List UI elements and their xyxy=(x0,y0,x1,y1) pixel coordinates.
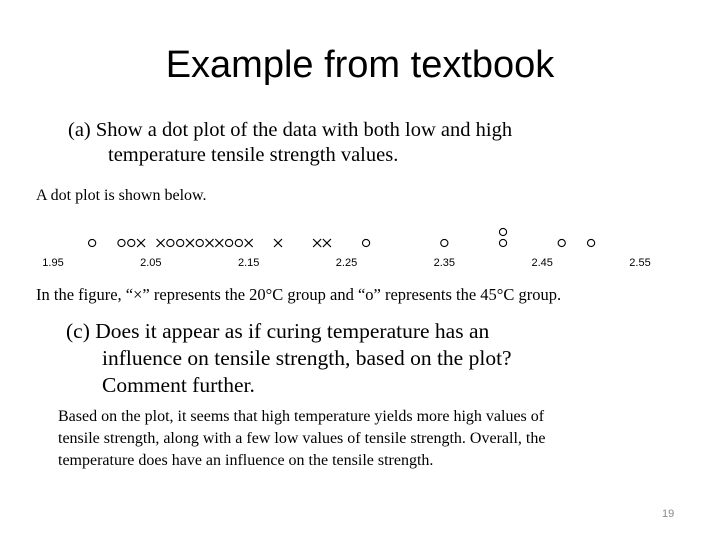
cross-point xyxy=(313,239,321,247)
circle-point xyxy=(128,239,135,246)
circle-point xyxy=(89,239,96,246)
answer-line-3: temperature does have an influence on the tensile strength. xyxy=(58,452,434,469)
answer-line-1: Based on the plot, it seems that high temperature yields more high values of xyxy=(58,408,545,425)
circle-point xyxy=(177,239,184,246)
cross-point xyxy=(245,239,253,247)
dot-plot-marks xyxy=(89,228,595,247)
circle-point xyxy=(362,239,369,246)
circle-point xyxy=(558,239,565,246)
cross-point xyxy=(274,239,282,247)
circle-point xyxy=(167,239,174,246)
tick-label: 2.35 xyxy=(433,257,456,269)
dot-plot xyxy=(0,210,720,272)
page-number: 19 xyxy=(662,508,675,520)
answer-line-2: tensile strength, along with a few low values of tensile strength. Overall, the xyxy=(58,430,546,447)
tick-label: 2.25 xyxy=(335,257,358,269)
circle-point xyxy=(235,239,242,246)
circle-point xyxy=(499,239,506,246)
answer-text xyxy=(58,406,698,472)
part-a-line-2: temperature tensile strength values. xyxy=(108,144,399,166)
figure-caption: In the figure, “×” represents the 20°C group and “o” represents the 45°C group. xyxy=(36,285,562,304)
slide-title: Example from textbook xyxy=(165,44,555,86)
cross-point xyxy=(186,239,194,247)
part-c-line-3: Comment further. xyxy=(102,373,255,397)
cross-point xyxy=(215,239,223,247)
intro-text: A dot plot is shown below. xyxy=(36,187,207,204)
circle-point xyxy=(499,228,506,235)
tick-label: 2.45 xyxy=(531,257,553,269)
dot-plot-ticks xyxy=(42,257,650,269)
part-a-label: (a) xyxy=(68,119,91,141)
part-c-label: (c) xyxy=(66,319,90,343)
tick-label: 2.55 xyxy=(629,257,651,269)
cross-point xyxy=(157,239,165,247)
tick-label: 2.05 xyxy=(140,257,162,269)
circle-point xyxy=(587,239,594,246)
part-a-question xyxy=(68,118,512,168)
circle-point xyxy=(441,239,448,246)
cross-point xyxy=(137,239,145,247)
cross-point xyxy=(323,239,331,247)
part-c-line-1: Does it appear as if curing temperature has an xyxy=(95,319,490,343)
circle-point xyxy=(118,239,125,246)
circle-point xyxy=(196,239,203,246)
part-a-line-1: Show a dot plot of the data with both low and high xyxy=(95,119,513,141)
circle-point xyxy=(226,239,233,246)
part-c-question xyxy=(66,318,512,399)
tick-label: 2.15 xyxy=(237,257,260,269)
part-c-line-2: influence on tensile strength, based on the plot? xyxy=(102,346,512,370)
tick-label: 1.95 xyxy=(42,257,64,269)
cross-point xyxy=(206,239,214,247)
